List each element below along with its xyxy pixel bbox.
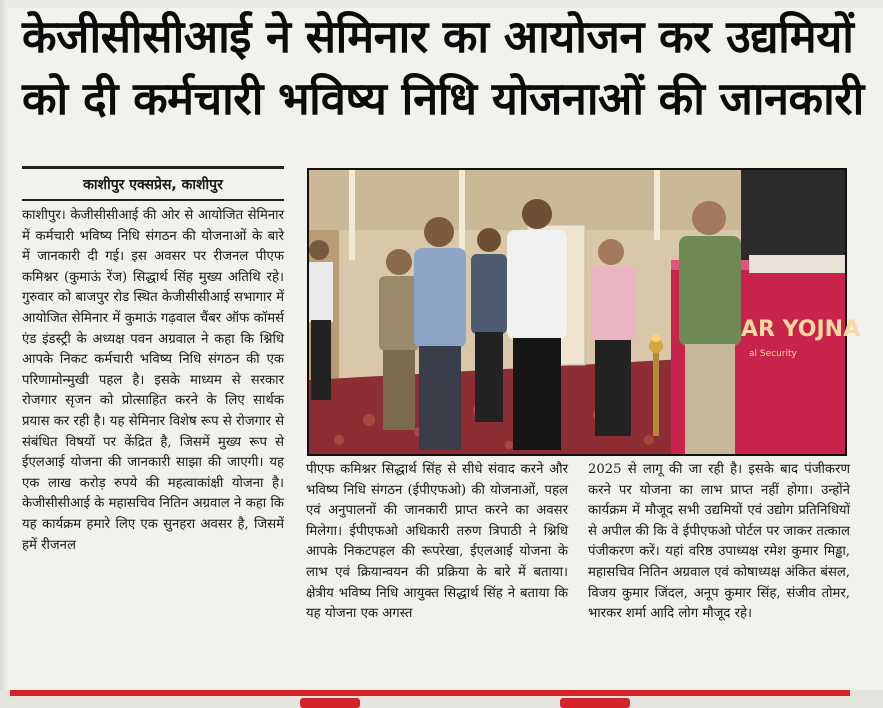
- person-2: [379, 249, 419, 430]
- person-1: [309, 240, 333, 400]
- banner-text: AR YOJNA: [741, 317, 861, 342]
- red-heading-fragment: [560, 698, 630, 708]
- red-rule: [10, 690, 850, 696]
- column-1-text: काशीपुर। केजीसीसीआई की ओर से आयोजित सेमिनार में कर्मचारी भविष्य निधि संगठन की योजनाओं के बारे में जानकारी दी गई। इस अवसर पर रीजनल पीएफ कमिश्नर (कुमाऊं रेंज) सिद्धार्थ सिंह मुख्य अतिथि रहे। गुरुवार को बाजपुर रोड स्थित केजीसीसीआई सभागार में आयोजित सेमिनार में कुमाऊं गढ़वाल चैंबर ऑफ कॉमर्स एंड इंडस्ट्री के अध्यक्ष पवन अग्रवाल ने कहा कि श्निधि आपके निकट कर्मचारी भविष्य निधि संगठन की एक परिणामोन्मुखी पहल है। इसके माध्यम से सरकार रोजगार सृजन को प्रोत्साहित करने के लिए सार्थक प्रयास कर रही है। यह सेमिनार विशेष रूप से रोजगार से संबंधित विषयों पर केंद्रित है, जिसमें मुख्य रूप से ईएलआई योजना की जानकारी साझा की जाएगी। यह एक लाख करोड़ रुपये की महत्वाकांक्षी योजना है। केजीसीसीआई के महासचिव नितिन अग्रवाल ने कहा कि यह कार्यक्रम हमारे लिए एक सुनहरा अवसर है, जिसमें हमें रीजनल: [22, 208, 284, 553]
- person-6: [591, 239, 635, 436]
- banner-subtext: al Security: [749, 349, 797, 359]
- person-5: [507, 199, 567, 450]
- person-3: [414, 217, 466, 450]
- article-column-2: [306, 460, 568, 686]
- column-3-text: 2025 से लागू की जा रही है। इसके बाद पंजीकरण करने पर योजना का लाभ प्राप्त नहीं होगा। उन्होंने कार्यक्रम में मौजूद सभी उद्यमियों एवं उद्योग प्रतिनिधियों से अपील की कि वे ईपीएफओ पोर्टल पर जाकर तत्काल पंजीकरण करें। यहां वरिष्ठ उपाध्यक्ष रमेश कुमार मिड्ढा, महासचिव नितिन अग्रवाल एवं कोषाध्यक्ष अंकित बंसल, विजय कुमार जिंदल, अनूप कुमार सिंह, संजीव तोमर, भारकर शर्मा आदि लोग मौजूद रहे।: [588, 462, 850, 622]
- red-heading-fragment: [300, 698, 360, 708]
- byline: [22, 166, 284, 201]
- article-column-1: [22, 206, 284, 686]
- byline-text: काशीपुर एक्सप्रेस, काशीपुर: [83, 176, 223, 193]
- event-photo-illustration: [309, 170, 861, 454]
- headline-line-1: केजीसीसीआई ने सेमिनार का आयोजन कर उद्यमियों: [22, 10, 854, 63]
- headline-line-2: को दी कर्मचारी भविष्य निधि योजनाओं की जानकारी: [22, 72, 864, 125]
- event-photo: [307, 168, 861, 456]
- person-7: [679, 201, 741, 454]
- person-4: [471, 228, 507, 422]
- column-2-text: पीएफ कमिश्नर सिद्धार्थ सिंह से सीधे संवाद करने और भविष्य निधि संगठन (ईपीएफओ) की योजनाओं, पहल एवं अनुपालनों की जानकारी प्राप्त करने का अवसर मिलेगा। ईपीएफओ अधिकारी तरुण त्रिपाठी ने श्निधि आपके निकटपहल की रूपरेखा, ईएलआई योजना के लाभ एवं क्रियान्वयन की प्रक्रिया के बारे में बताया। क्षेत्रीय भविष्य निधि आयुक्त सिद्धार्थ सिंह ने बताया कि यह योजना एक अगस्त: [306, 462, 568, 622]
- page-fold-shadow: [0, 0, 8, 708]
- article-headline: [22, 6, 862, 130]
- next-article-strip: [0, 690, 883, 708]
- article-column-3: [588, 460, 850, 686]
